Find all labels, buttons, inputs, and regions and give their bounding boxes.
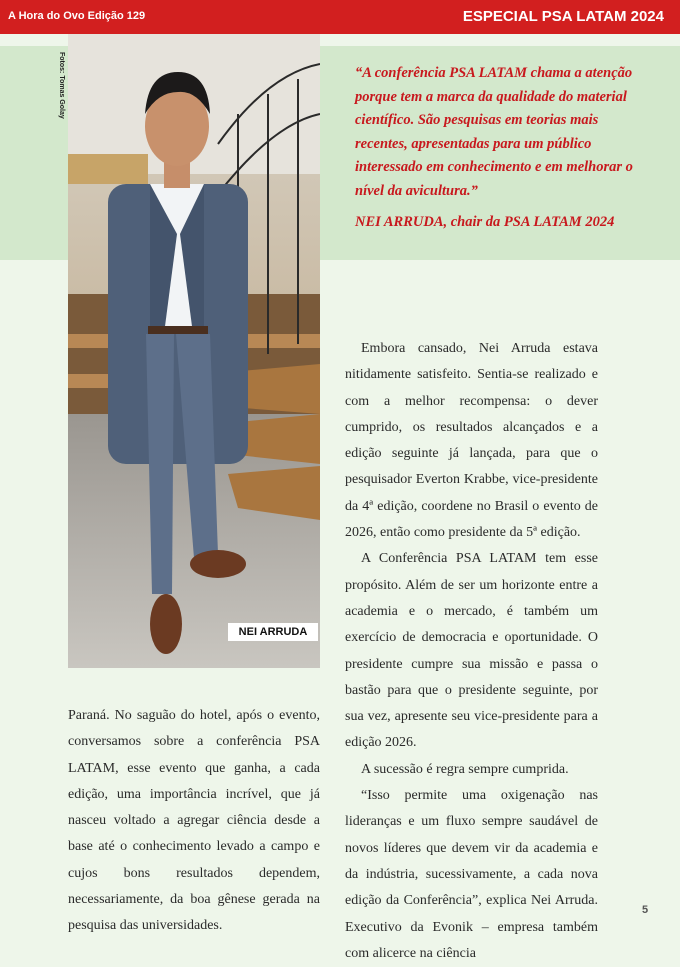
body-column-left	[68, 703, 320, 940]
body-paragraph: A Conferência PSA LATAM tem esse propósito. Além de ser um horizonte entre a academia e o mercado, é também um exercício de democracia e oportunidade. O presidente cumpre sua missão e passa o bastão para que o presidente seguinte, por sua vez, apresente seu vice-presidente para a edição 2026.	[345, 551, 598, 751]
photo-caption-label: NEI ARRUDA	[228, 623, 318, 641]
section-title: ESPECIAL PSA LATAM 2024	[462, 8, 664, 25]
body-paragraph: Embora cansado, Nei Arruda estava nitidamente satisfeito. Sentia-se realizado e com a melhor recompensa: o dever cumprido, os resultados alcançados e a edição seguinte já lançada, para que o pesquisador Everton Krabbe, vice-presidente da 4ª edição, coordene no Brasil o evento de 2026, então como presidente da 5ª edição.	[345, 341, 598, 541]
pull-quote	[355, 62, 647, 235]
body-paragraph: A sucessão é regra sempre cumprida.	[361, 761, 569, 777]
body-paragraph: Paraná. No saguão do hotel, após o evento, conversamos sobre a conferência PSA LATAM, esse evento que ganha, a cada edição, uma importância incrível, que já nasceu voltado a agregar ciência desde a base até o conhecimento levado a campo e cujos bons resultados dependem, necessariamente, da boa gênese gerada na pesquisa das universidades.	[68, 708, 320, 934]
pull-quote-attribution: NEI ARRUDA, chair da PSA LATAM 2024	[355, 214, 615, 230]
page-number: 5	[642, 904, 649, 916]
header-bar	[0, 0, 680, 34]
photo-credit: Fotos: Tomas Golay	[58, 52, 65, 119]
body-column-right	[345, 336, 598, 967]
portrait-illustration	[68, 34, 320, 668]
portrait-photo	[68, 34, 320, 668]
issue-label: A Hora do Ovo Edição 129	[8, 10, 146, 22]
body-paragraph: “Isso permite uma oxigenação nas lideranças e um fluxo sempre saudável de novos líderes que devem vir da academia e da indústria, sucessivamente, a cada nova edição da Conferência”, explica Nei Arruda. Executivo da Evonik – empresa também com alicerce na ciência	[345, 788, 598, 961]
pull-quote-text: “A conferência PSA LATAM chama a atenção porque tem a marca da qualidade do material científico. São pesquisas em teorias mais recentes, apresentadas para um público interessado em conhecimento e em melhorar o nível da avicultura.”	[355, 65, 633, 199]
